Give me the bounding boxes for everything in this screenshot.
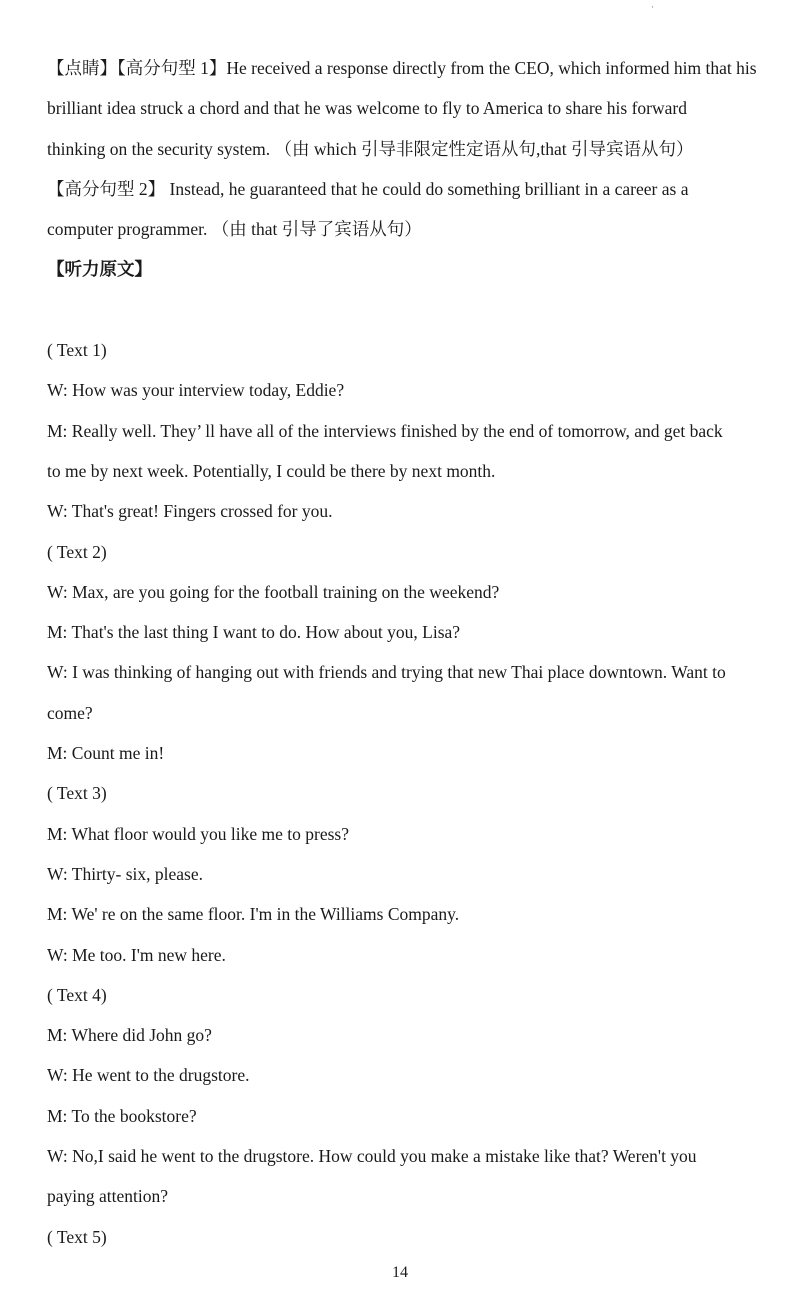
transcript-line: W: No,I said he went to the drugstore. How could you make a mistake like that? Weren't you [47,1146,697,1167]
transcript-line: W: I was thinking of hanging out with friends and trying that new Thai place downtown. Want to [47,662,726,683]
transcript-line: paying attention? [47,1186,169,1207]
highlight-line: thinking on the security system. （由 which 引导非限定性定语从句,that 引导宾语从句） [47,138,694,159]
transcript-line: M: What floor would you like me to press? [47,823,349,844]
transcript-line: ( Text 4) [47,984,107,1005]
transcript-line: M: We' re on the same floor. I'm in the Williams Company. [47,904,460,925]
transcript-line: M: To the bookstore? [47,1105,197,1126]
transcript-line: M: Where did John go? [47,1025,212,1046]
section-heading: 【听力原文】 [47,259,152,280]
transcript-line: W: Me too. I'm new here. [47,944,226,965]
transcript-line: W: Thirty- six, please. [47,863,204,884]
transcript-line: to me by next week. Potentially, I could be there by next month. [47,460,496,481]
transcript-line: W: How was your interview today, Eddie? [47,380,345,401]
transcript-line: M: Count me in! [47,743,165,764]
transcript-line: ( Text 5) [47,1226,107,1247]
highlight-line: 【高分句型 2】 Instead, he guaranteed that he could do something brilliant in a career as a [47,178,689,199]
transcript-line: M: Really well. They’ ll have all of the interviews finished by the end of tomorrow, and get back [47,420,723,441]
transcript-line: ( Text 3) [47,783,107,804]
highlight-line: brilliant idea struck a chord and that he was welcome to fly to America to share his forward [47,98,687,119]
transcript-line: come? [47,702,93,723]
page-number: 14 [392,1264,408,1281]
highlight-line: 【点睛】【高分句型 1】He received a response directly from the CEO, which informed him that his [47,58,757,78]
spacer [47,290,772,330]
transcript-line: M: That's the last thing I want to do. How about you, Lisa? [47,622,461,643]
page-content [47,48,772,1257]
highlight-line: computer programmer. （由 that 引导了宾语从句） [47,219,422,240]
transcript-line: W: He went to the drugstore. [47,1065,250,1086]
transcript-line: ( Text 1) [47,340,107,361]
transcript-line: W: Max, are you going for the football training on the weekend? [47,581,500,602]
transcript-line: ( Text 2) [47,541,107,562]
transcript-line: W: That's great! Fingers crossed for you. [47,501,333,522]
corner-mark: · [651,2,654,12]
